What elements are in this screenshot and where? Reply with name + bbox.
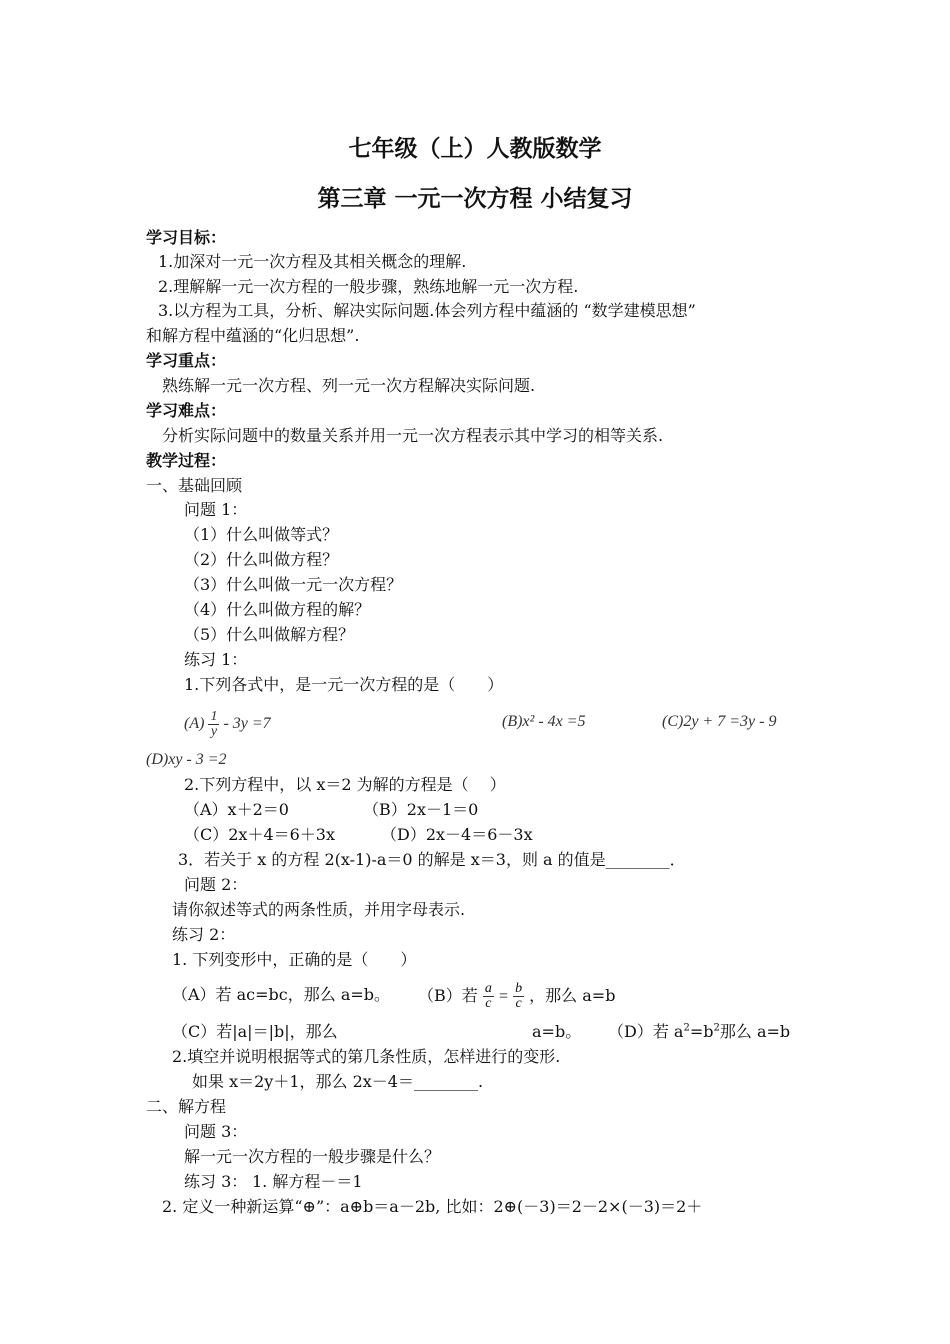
option-d-exponent1: 2 [683, 1022, 690, 1034]
exercise2-problem2: 2.填空并说明根据等式的第几条性质，怎样进行的变形. [172, 1047, 561, 1066]
exercise1-option-b: (B)x² - 4x =5 [502, 713, 586, 730]
difficulties-text: 分析实际问题中的数量关系并用一元一次方程表示其中学习的相等关系. [162, 426, 664, 445]
exercise1-option-d: (D)xy - 3 =2 [146, 751, 227, 768]
key-points-heading: 学习重点： [146, 351, 227, 370]
option-d-part3: 那么 a=b [719, 1022, 791, 1041]
option-d-part2: =b [689, 1022, 714, 1041]
exercise1-label: 练习 1： [184, 650, 248, 669]
key-points-text: 熟练解一元一次方程、列一元一次方程解决实际问题. [162, 376, 536, 395]
option-d-part1: （D）若 a [608, 1022, 684, 1041]
problem2-option-c: （C）2x＋4＝6＋3x [184, 825, 336, 844]
option-b-fraction-left [483, 982, 494, 1011]
question1-label: 问题 1： [184, 500, 248, 519]
option-a-numerator: 1 [210, 709, 218, 724]
option-b-denominator-right: c [515, 996, 522, 1011]
exercise2-label: 练习 2： [172, 925, 236, 944]
option-b-equals: = [498, 988, 508, 1005]
question3-text: 解一元一次方程的一般步骤是什么？ [184, 1147, 441, 1166]
option-d-exponent2: 2 [713, 1022, 720, 1034]
exercise3-label: 练习 3： [184, 1172, 248, 1191]
part2-heading: 二、解方程 [146, 1097, 227, 1116]
exercise2-option-c: （C）若|a|＝|b|，那么 [172, 1022, 338, 1041]
question1-item: （4）什么叫做方程的解？ [184, 600, 371, 619]
option-b-prefix: （B）若 [418, 986, 478, 1005]
question3-label: 问题 3： [184, 1122, 248, 1141]
objectives-heading: 学习目标： [146, 228, 227, 247]
option-a-rest: - 3y =7 [223, 715, 271, 733]
exercise1-option-c: (C)2y + 7 =3y - 9 [662, 713, 777, 730]
option-a-denominator: y [210, 724, 218, 739]
option-b-fraction-right [513, 982, 524, 1011]
question1-item: （3）什么叫做一元一次方程？ [184, 575, 403, 594]
question1-item: （2）什么叫做方程？ [184, 550, 339, 569]
document-subtitle: 第三章 一元一次方程 小结复习 [317, 185, 633, 212]
problem2-option-b: （B）2x－1＝0 [363, 800, 479, 819]
exercise2-option-b [418, 978, 615, 1015]
exercise3-problem2: 2. 定义一种新运算“⊕”：a⊕b＝a－2b, 比如：2⊕(－3)＝2－2×(－3)＝2＋ [162, 1197, 703, 1216]
exercise1-problem2: 2.下列方程中，以 x＝2 为解的方程是（ ） [184, 775, 506, 794]
exercise1-option-a [184, 710, 271, 739]
problem2-option-d: （D）2x－4＝6－3x [381, 825, 533, 844]
objective-item: 3.以方程为工具，分析、解决实际问题.体会列方程中蕴涵的 “数学建模思想” [158, 301, 696, 320]
exercise1-problem3: 3．若关于 x 的方程 2(x-1)-a＝0 的解是 x＝3，则 a 的值是________． [178, 850, 686, 869]
question2-text: 请你叙述等式的两条性质，并用字母表示. [172, 900, 466, 919]
option-a-fraction [208, 710, 219, 739]
document-title: 七年级（上）人教版数学 [348, 135, 602, 162]
question2-label: 问题 2： [184, 875, 248, 894]
process-heading: 教学过程： [146, 451, 227, 470]
option-b-numerator-right: b [515, 981, 523, 996]
objective-item: 1.加深对一元一次方程及其相关概念的理解. [158, 252, 467, 271]
question1-item: （5）什么叫做解方程？ [184, 625, 355, 644]
objective-item: 和解方程中蕴涵的“化归思想”. [146, 326, 360, 345]
exercise3-problem1: 1. 解方程－＝1 [252, 1172, 363, 1191]
option-b-denominator-left: c [485, 996, 492, 1011]
objective-item: 2.理解解一元一次方程的一般步骤，熟练地解一元一次方程. [158, 277, 579, 296]
exercise1-problem1: 1.下列各式中，是一元一次方程的是（ ） [184, 675, 504, 694]
problem2-option-a: （A）x＋2＝0 [184, 800, 289, 819]
option-b-rest: ，那么 a=b [529, 986, 616, 1005]
exercise2-problem1: 1. 下列变形中，正确的是（ ） [172, 950, 417, 969]
question1-item: （1）什么叫做等式？ [184, 525, 339, 544]
exercise2-option-d [608, 1022, 790, 1042]
option-b-numerator-left: a [484, 981, 492, 996]
exercise2-option-a: （A）若 ac=bc，那么 a=b。 [172, 985, 391, 1004]
part1-heading: 一、基础回顾 [146, 476, 243, 495]
option-a-prefix: (A) [184, 715, 205, 733]
exercise2-option-c-result: a=b。 [532, 1022, 582, 1041]
exercise2-problem2-line: 如果 x＝2y＋1，那么 2x－4＝________. [192, 1072, 484, 1091]
difficulties-heading: 学习难点： [146, 401, 227, 420]
